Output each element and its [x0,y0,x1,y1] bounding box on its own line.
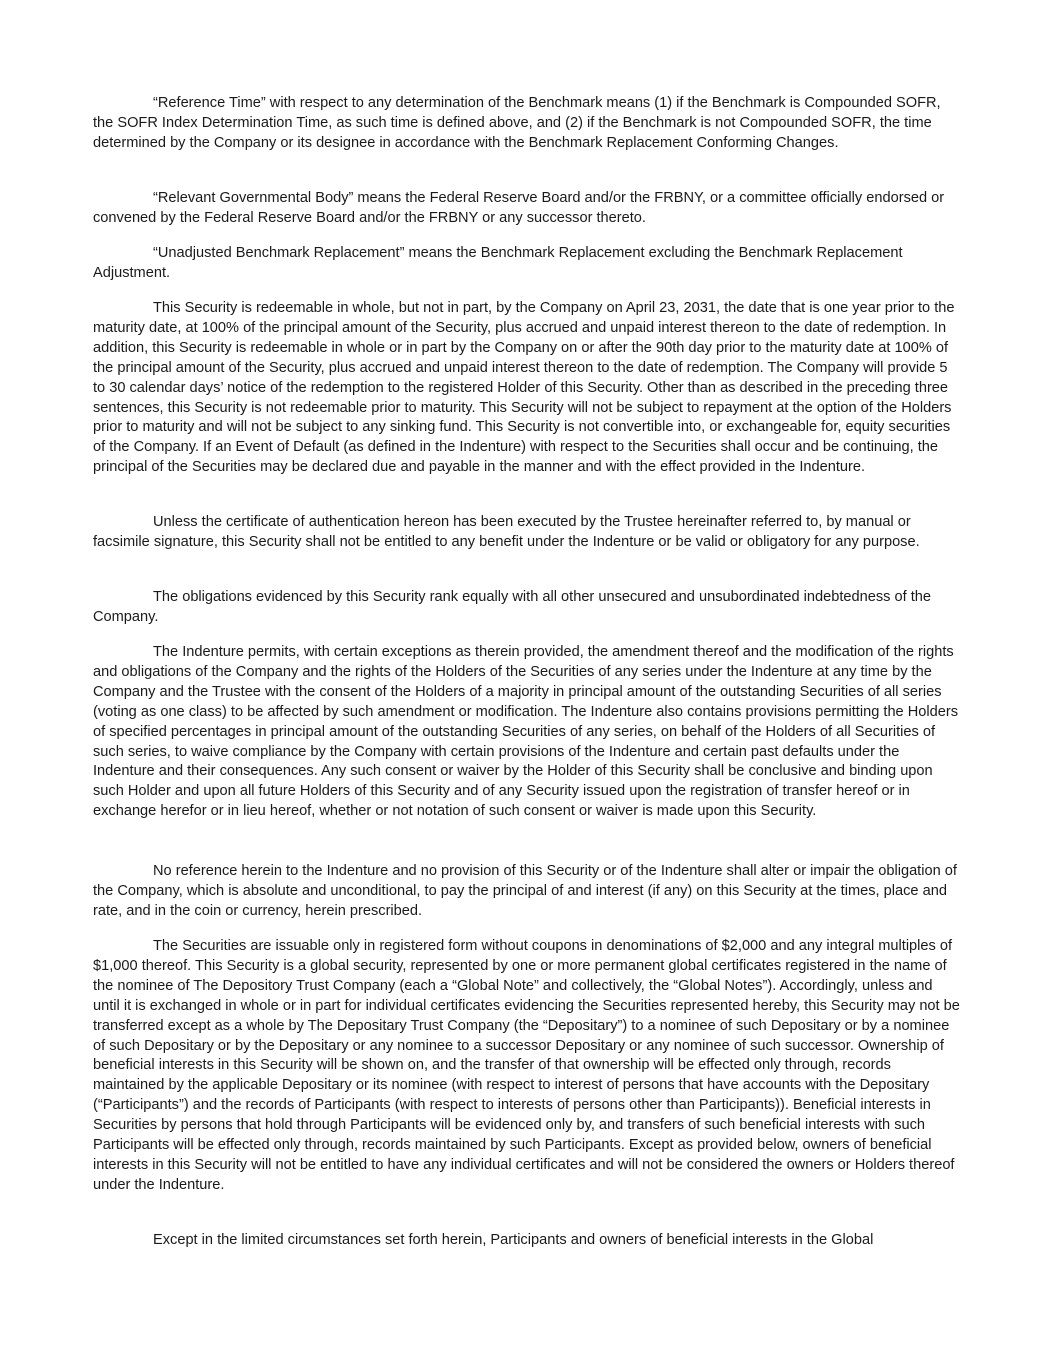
paragraph-redemption [93,299,963,478]
paragraph-obligations-rank [93,588,963,628]
paragraph-certificate-of-authentication [93,513,963,553]
paragraph-registered-form [93,937,963,1196]
paragraph-reference-time [93,94,963,154]
paragraph-no-reference [93,862,963,922]
paragraph-text: The Indenture permits, with certain exceptions as therein provided, the amendment thereof and the modification of the rights and obligations of the Company and the rights of the Holders of the Securities of any series under the Indenture at any time by the Company and the Trustee with the consent of the Holders of a majority in principal amount of the outstanding Securities of all series (voting as one class) to be affected by such amendment or modification. The Indenture also contains provisions permitting the Holders of specified percentages in principal amount of the outstanding Securities of any series, on behalf of the Holders of all Securities of such series, to waive compliance by the Company with certain provisions of the Indenture and certain past defaults under the Indenture and their consequences. Any such consent or waiver by the Holder of this Security shall be conclusive and binding upon such Holder and upon all future Holders of this Security and of any Security issued upon the registration of transfer hereof or in exchange herefor or in lieu hereof, whether or not notation of such consent or waiver is made upon this Security. [93,644,959,820]
paragraph-text: This Security is redeemable in whole, but not in part, by the Company on April 23, 2031, the date that is one year prior to the maturity date, at 100% of the principal amount of the Security, plus accrued and unpaid interest thereon to the date of redemption. In addition, this Security is redeemable in whole or in part by the Company on or after the 90th day prior to the maturity date at 100% of the principal amount of the Security, plus accrued and unpaid interest thereon to the date of redemption. The Company will provide 5 to 30 calendar days’ notice of the redemption to the registered Holder of this Security. Other than as described in the preceding three sentences, this Security is not redeemable prior to maturity. This Security will not be subject to repayment at the option of the Holders prior to maturity and will not be subject to any sinking fund. This Security is not convertible into, or exchangeable for, equity securities of the Company. If an Event of Default (as defined in the Indenture) with respect to the Securities shall occur and be continuing, the principal of the Securities may be declared due and payable in the manner and with the effect provided in the Indenture. [93,300,955,476]
paragraph-relevant-governmental-body [93,189,963,229]
paragraph-limited-circumstances [93,1231,963,1251]
paragraph-text: The Securities are issuable only in registered form without coupons in denominations of $2,000 and any integral multiples of $1,000 thereof. This Security is a global security, represented by one or more permanent global certificates registered in the name of the nominee of The Depository Trust Company (each a “Global Note” and collectively, the “Global Notes”). Accordingly, unless and until it is exchanged in whole or in part for individual certificates evidencing the Securities represented hereby, this Security may not be transferred except as a whole by The Depositary Trust Company (the “Depositary”) to a nominee of such Depositary or by a nominee of such Depositary or by the Depositary or any nominee to a successor Depositary or any nominee of such successor. Ownership of beneficial interests in this Security will be shown on, and the transfer of that ownership will be effected only through, records maintained by the applicable Depositary or its nominee (with respect to interest of persons that have accounts with the Depositary (“Participants”) and the records of Participants (with respect to interests of persons other than Participants)). Beneficial interests in Securities by persons that hold through Participants will be evidenced only by, and transfers of such beneficial interests with such Participants will be effected only through, records maintained by such Participants. Except as provided below, owners of beneficial interests in this Security will not be entitled to have any individual certificates and will not be considered the owners or Holders thereof under the Indenture. [93,938,960,1193]
paragraph-text: Unless the certificate of authentication hereon has been executed by the Trustee hereinafter referred to, by manual or facsimile signature, this Security shall not be entitled to any benefit under the Indenture or be valid or obligatory for any purpose. [93,514,920,550]
paragraph-text: “Relevant Governmental Body” means the Federal Reserve Board and/or the FRBNY, or a committee officially endorsed or convened by the Federal Reserve Board and/or the FRBNY or any successor thereto. [93,190,945,226]
paragraph-text: The obligations evidenced by this Security rank equally with all other unsecured and unsubordinated indebtedness of the Company. [93,589,932,625]
paragraph-text: “Reference Time” with respect to any determination of the Benchmark means (1) if the Benchmark is Compounded SOFR, the SOFR Index Determination Time, as such time is defined above, and (2) if the Benchmark is not Compounded SOFR, the time determined by the Company or its designee in accordance with the Benchmark Replacement Conforming Changes. [93,95,941,151]
paragraph-text: “Unadjusted Benchmark Replacement” means the Benchmark Replacement excluding the Benchmark Replacement Adjustment. [93,245,903,281]
paragraph-unadjusted-benchmark-replacement [93,244,963,284]
paragraph-text: Except in the limited circumstances set forth herein, Participants and owners of beneficial interests in the Global [153,1232,874,1248]
paragraph-text: No reference herein to the Indenture and no provision of this Security or of the Indenture shall alter or impair the obligation of the Company, which is absolute and unconditional, to pay the principal of and interest (if any) on this Security at the times, place and rate, and in the coin or currency, herein prescribed. [93,863,957,919]
paragraph-indenture-amendment [93,643,963,822]
